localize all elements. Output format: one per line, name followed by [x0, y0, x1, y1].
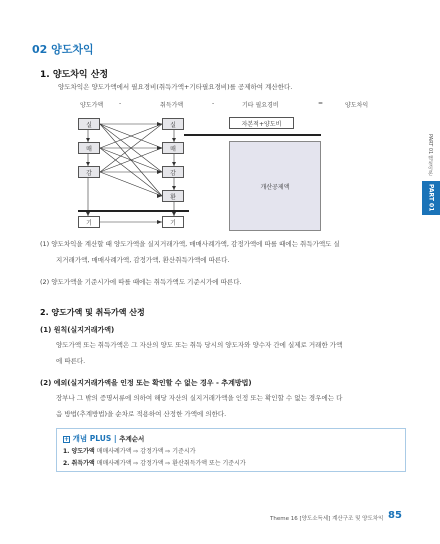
formula-term-acquisition: 취득가액 [160, 102, 184, 109]
right-box-actual: 실 [162, 118, 184, 130]
right-box-comparable: 매 [162, 142, 184, 154]
formula-term-sale-price: 양도가액 [80, 102, 104, 109]
principle-line-2: 에 따른다. [56, 357, 86, 365]
formula-term-other-costs: 기타 필요경비 [242, 102, 279, 109]
note-1-line-2: 지거래가액, 매매사례가액, 감정가액, 환산취득가액에 따른다. [56, 256, 230, 264]
page-number: 85 [388, 510, 402, 521]
principle-title: (1) 원칙(실지거래가액) [40, 326, 115, 334]
left-box-actual: 실 [78, 118, 100, 130]
estimated-deduction-box: 개산공제액 [229, 141, 321, 231]
left-box-appraisal: 감 [78, 166, 100, 178]
plus-row-acquisition [63, 458, 246, 467]
note-2: (2) 양도가액을 기준시가에 따를 때에는 취득가액도 기준시가에 따른다. [40, 278, 242, 286]
concept-plus-title [63, 433, 144, 444]
plus-row-acquisition-text: 매매사례가액 ⇨ 감정가액 ⇨ 환산취득가액 또는 기준시가 [96, 460, 246, 467]
exception-title: (2) 예외(실지거래가액을 인정 또는 확인할 수 없는 경우 - 추계방법) [40, 379, 252, 387]
formula-op-equals: = [318, 100, 324, 107]
concept-plus-box [56, 428, 406, 472]
divider-line [78, 210, 189, 212]
capex-box: 자본적+양도비 [229, 117, 294, 129]
principle-line-1: 양도가액 또는 취득가액은 그 자산의 양도 또는 취득 당시의 양도자와 양수자 간에 실제로 거래한 가액 [56, 341, 343, 349]
right-box-appraisal: 감 [162, 166, 184, 178]
formula-term-gain: 양도차익 [345, 102, 369, 109]
subsection-heading-2: 2. 양도가액 및 취득가액 산정 [40, 308, 145, 317]
footer-theme: Theme 16 [양도소득세] 계산구조 및 양도차익 [270, 516, 384, 522]
right-box-converted: 환 [162, 190, 184, 202]
plus-row-sale-text: 매매사례가액 ⇨ 감정가액 ⇨ 기준시가 [96, 448, 196, 455]
concept-plus-label: 개념 PLUS | [72, 434, 117, 443]
left-box-standard: 기 [78, 216, 100, 228]
concept-plus-subtitle: 추계순서 [119, 435, 145, 443]
right-box-standard: 기 [162, 216, 184, 228]
intro-text: 양도차익은 양도가액에서 필요경비(취득가액+기타필요경비)를 공제하여 계산한다. [58, 83, 293, 91]
section-title: 02 양도차익 [32, 43, 94, 56]
exception-line-1: 장부나 그 밖의 증명서류에 의하여 해당 자산의 실지거래가액을 인정 또는 확인할 수 없는 경우에는 다 [56, 394, 343, 402]
formula-op-minus: - [119, 100, 122, 107]
formula-op-minus: - [212, 100, 215, 107]
plus-row-sale [63, 446, 195, 455]
subsection-heading-1: 1. 양도차익 산정 [40, 70, 109, 80]
plus-square-icon: + [64, 435, 70, 443]
exception-line-2: 음 방법(추계방법)을 순차로 적용하여 산정한 가액에 의한다. [56, 410, 227, 418]
plus-row-acquisition-label: 2. 취득가액 [63, 460, 95, 467]
divider-line [184, 134, 321, 136]
left-box-comparable: 매 [78, 142, 100, 154]
side-part-label: PART 01 핵심이론 [427, 134, 433, 176]
note-1-line-1: (1) 양도차익을 계산할 때 양도가액을 실지거래가액, 매매사례가액, 감정가액에 따를 때에는 취득가액도 실 [40, 240, 340, 248]
side-part-tab[interactable]: PART 01 [422, 181, 440, 215]
plus-row-sale-label: 1. 양도가액 [63, 448, 95, 455]
